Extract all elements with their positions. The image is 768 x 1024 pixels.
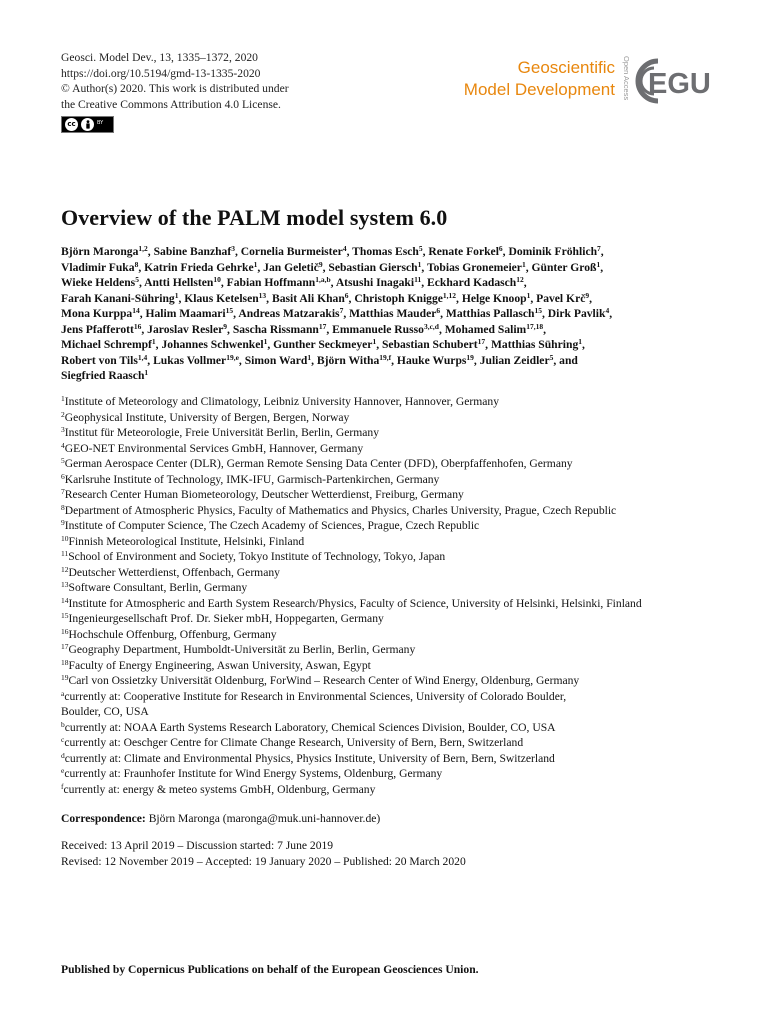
affiliation-text: Ingenieurgesellschaft Prof. Dr. Sieker mbH, Hoppegarten, Germany	[68, 612, 384, 625]
license-line: the Creative Commons Attribution 4.0 License.	[61, 97, 281, 111]
author-affiliation-mark: 1,12	[442, 290, 457, 300]
author-affiliation-mark: 14	[132, 306, 140, 315]
author-affiliation-mark: 1,4	[137, 352, 148, 362]
affiliation-item	[61, 611, 721, 627]
author-affiliation-mark: 19,e	[226, 352, 239, 362]
author-name: Simon Ward	[244, 353, 308, 367]
affiliation-number: 9	[61, 518, 65, 527]
author-affiliation-mark: 19	[466, 352, 474, 362]
affiliation-number: 19	[61, 673, 69, 682]
cc-by-license-badge[interactable]	[61, 116, 114, 133]
affiliation-text: Institute of Computer Science, The Czech Academy of Sciences, Prague, Czech Republic	[64, 519, 480, 532]
author-name: Eckhard Kadasch	[427, 276, 517, 289]
affiliation-item	[61, 766, 721, 782]
affiliation-text: Hochschule Offenburg, Offenburg, Germany	[68, 627, 277, 641]
author-affiliation-mark: 7	[339, 306, 344, 315]
affiliation-text: Institut für Meteorologie, Freie Universität Berlin, Berlin, Germany	[64, 426, 379, 439]
author-affiliation-mark: 5	[549, 352, 554, 362]
author-name: Wieke Heldens	[61, 276, 136, 289]
citation-line: Geosci. Model Dev., 13, 1335–1372, 2020	[61, 51, 258, 64]
affiliation-text: Deutscher Wetterdienst, Offenbach, Germany	[68, 565, 280, 579]
author-name: Cornelia Burmeister	[240, 245, 343, 258]
affiliation-number: 10	[61, 533, 69, 543]
author-name: Klaus Ketelsen	[184, 291, 259, 305]
author-affiliation-mark: 17	[477, 337, 486, 346]
author-name: Björn Witha	[316, 353, 380, 367]
author-name: Sabine Banzhaf	[153, 245, 232, 258]
author-affiliation-mark: 1	[526, 290, 531, 300]
author-name: Katrin Frieda Gehrke	[144, 260, 254, 274]
author-affiliation-mark: 17,18	[526, 321, 544, 331]
author-affiliation-mark: 1	[144, 368, 149, 377]
affiliation-item	[61, 704, 721, 720]
author-affiliation-mark: 1	[596, 259, 601, 269]
affiliation-text: GEO-NET Environmental Services GmbH, Hannover, Germany	[64, 441, 364, 455]
author-line	[61, 368, 711, 384]
affiliation-number: a	[61, 688, 65, 698]
author-affiliation-mark: 1	[372, 337, 377, 346]
author-affiliation-mark: 15	[225, 306, 234, 315]
author-affiliation-mark: 10	[213, 275, 221, 284]
affiliation-number: 13	[61, 580, 69, 589]
doi-link[interactable]: https://doi.org/10.5194/gmd-13-1335-2020	[61, 66, 261, 80]
affiliation-item	[61, 394, 721, 410]
author-affiliation-mark: 1	[151, 337, 156, 346]
author-name: Antti Hellsten	[144, 276, 214, 289]
author-name: Lukas Vollmer	[153, 353, 227, 367]
affiliation-item	[61, 441, 721, 457]
author-name: Gunther Seckmeyer	[273, 338, 373, 351]
author-affiliation-mark: 9	[223, 321, 228, 331]
affiliation-number: 7	[61, 487, 65, 496]
affiliation-text: Research Center Human Biometeorology, Deutscher Wetterdienst, Freiburg, Germany	[64, 488, 464, 501]
author-affiliation-mark: 15	[534, 306, 542, 315]
affiliation-text: German Aerospace Center (DLR), German Remote Sensing Data Center (DFD), Oberpfaffenhofen, Germany	[64, 457, 573, 470]
affiliation-number: 6	[61, 471, 65, 481]
affiliation-number: 8	[61, 502, 65, 512]
affiliation-item	[61, 410, 721, 426]
affiliation-text: Faculty of Energy Engineering, Aswan University, Aswan, Egypt	[68, 658, 371, 672]
author-name: Renate Forkel	[428, 245, 499, 258]
author-affiliation-mark: 4	[342, 244, 347, 253]
affiliation-item	[61, 518, 721, 534]
author-name: Fabian Hoffmann	[226, 276, 316, 289]
correspondence-text[interactable]: Björn Maronga (maronga@muk.uni-hannover.de)	[148, 812, 381, 825]
affiliation-item	[61, 720, 721, 736]
author-name: Sebastian Schubert	[381, 338, 478, 351]
author-name: Johannes Schwenkel	[161, 338, 264, 351]
affiliation-item	[61, 751, 721, 767]
affiliation-item	[61, 782, 721, 798]
affiliation-item	[61, 487, 721, 503]
author-name: Jan Geletič	[263, 260, 319, 274]
author-name: Dominik Fröhlich	[508, 245, 598, 258]
author-name: Halim Maamari	[145, 307, 226, 320]
author-affiliation-mark: 1	[174, 290, 179, 300]
author-name: Thomas Esch	[352, 245, 419, 258]
affiliation-number: b	[61, 719, 65, 729]
author-name: Björn Maronga	[61, 245, 139, 258]
affiliation-list	[61, 394, 721, 797]
affiliation-text: currently at: Fraunhofer Institute for Wind Energy Systems, Oldenburg, Germany	[64, 767, 443, 780]
affiliation-item	[61, 456, 721, 472]
affiliation-item	[61, 627, 721, 643]
affiliation-number: 15	[61, 611, 69, 620]
author-affiliation-mark: 1	[521, 259, 526, 269]
author-affiliation-mark: 6	[498, 244, 503, 253]
affiliation-item	[61, 565, 721, 581]
author-affiliation-mark: 9	[318, 259, 323, 269]
affiliation-number: 4	[61, 440, 65, 450]
egu-logo-text: EGU	[648, 68, 711, 100]
author-affiliation-mark: 12	[516, 275, 524, 284]
author-affiliation-mark: 8	[134, 259, 139, 269]
affiliation-text: School of Environment and Society, Tokyo Institute of Technology, Tokyo, Japan	[68, 550, 446, 563]
journal-name-line2: Model Development	[463, 80, 615, 99]
author-name: Andreas Matzarakis	[238, 307, 340, 320]
author-affiliation-mark: 4	[605, 306, 610, 315]
affiliation-item	[61, 534, 721, 550]
affiliation-number: 17	[61, 642, 69, 651]
author-name: Matthias Sühring	[490, 338, 579, 351]
publisher-footer: Published by Copernicus Publications on behalf of the European Geosciences Union.	[61, 963, 479, 976]
correspondence-label: Correspondence:	[61, 812, 146, 825]
author-name: Dirk Pavlik	[547, 307, 606, 320]
author-name: Pavel Krč	[536, 291, 586, 305]
affiliation-number: 2	[61, 409, 65, 419]
affiliation-text: currently at: energy & meteo systems GmbH, Oldenburg, Germany	[63, 782, 376, 796]
affiliation-text: currently at: NOAA Earth Systems Research Laboratory, Chemical Sciences Division, Boulder, CO, USA	[64, 720, 556, 734]
affiliation-number: 16	[61, 626, 69, 636]
author-name: Tobias Gronemeier	[426, 260, 522, 274]
dates-line1: Received: 13 April 2019 – Discussion started: 7 June 2019	[61, 839, 334, 852]
affiliation-item	[61, 689, 721, 705]
citation-block	[61, 50, 289, 133]
affiliation-text: Carl von Ossietzky Universität Oldenburg, ForWind – Research Center of Wind Energy, Oldenburg, Germany	[68, 674, 580, 687]
author-list	[61, 244, 711, 384]
author-name: Hauke Wurps	[396, 353, 467, 367]
author-name: Matthias Mauder	[349, 307, 437, 320]
journal-name-line1: Geoscientific	[517, 58, 615, 77]
publication-dates	[61, 838, 466, 869]
affiliation-text: Institute for Atmospheric and Earth System Research/Physics, Faculty of Science, University of Helsinki, Helsinki, Finland	[68, 596, 642, 610]
author-line: Wieke Heldens$^5$, Antti Hellsten$^{10}$, Fabian Hoffmann$^{1,a,b}$, Atsushi Inagaki$^{11}$, Eckhard Kadasch$^{12}$,	[61, 275, 527, 289]
affiliation-item	[61, 658, 721, 674]
author-affiliation-mark: 13	[258, 290, 267, 300]
affiliation-item	[61, 425, 721, 441]
author-line: Robert von Tils$^{1,4}$, Lukas Vollmer$^{19,e}$, Simon Ward$^1$, Björn Witha$^{19,f}$, Hauke Wurps$^{19}$, Julian Zeidler$^5$, and	[61, 352, 578, 367]
author-name: Emmanuele Russo	[332, 322, 424, 336]
author-name: Matthias Pallasch	[445, 307, 535, 320]
author-affiliation-mark: 1,a,b	[315, 275, 331, 284]
affiliation-number: 5	[61, 456, 65, 465]
affiliation-number: 14	[61, 595, 69, 605]
affiliation-item	[61, 549, 721, 565]
author-affiliation-mark: 5	[135, 275, 139, 284]
author-line: Michael Schrempf$^1$, Johannes Schwenkel$^1$, Gunther Seckmeyer$^1$, Sebastian Schubert$^{17}$, Matthias Sühring$^1$,	[61, 337, 585, 351]
affiliation-number: d	[61, 750, 65, 760]
affiliation-text: Boulder, CO, USA	[61, 705, 149, 718]
author-affiliation-mark: 7	[597, 244, 601, 253]
journal-name	[464, 57, 615, 101]
affiliation-number: 3	[61, 425, 65, 434]
author-name: Mona Kurppa	[61, 307, 133, 320]
author-name: Basit Ali Khan	[271, 291, 345, 305]
affiliation-item	[61, 673, 721, 689]
paper-title: Overview of the PALM model system 6.0	[61, 205, 448, 230]
correspondence	[61, 811, 380, 827]
affiliation-number: c	[61, 735, 65, 744]
author-line: Mona Kurppa$^{14}$, Halim Maamari$^{15}$, Andreas Matzarakis$^7$, Matthias Mauder$^6$, Matthias Pallasch$^{15}$, Dirk Pavlik$^4$,	[61, 306, 613, 320]
author-name: Helge Knoop	[461, 291, 527, 305]
author-line: Jens Pfafferott$^{16}$, Jaroslav Resler$^9$, Sascha Rissmann$^{17}$, Emmanuele Russo$^{3,c,d}$, Mohamed Salim$^{17,18}$,	[61, 321, 546, 336]
author-name: Vladimir Fuka	[61, 260, 135, 274]
author-affiliation-mark: 19,f	[379, 352, 392, 362]
egu-logo	[632, 53, 712, 109]
author-line: Björn Maronga$^{1,2}$, Sabine Banzhaf$^3$, Cornelia Burmeister$^4$, Thomas Esch$^5$, Renate Forkel$^6$, Dominik Fröhlich$^7$,	[61, 244, 604, 258]
cc-icon: cc	[65, 118, 78, 131]
affiliation-item	[61, 735, 721, 751]
affiliation-text: Geography Department, Humboldt-Universität zu Berlin, Berlin, Germany	[68, 643, 416, 656]
author-name: Farah Kanani-Sühring	[61, 291, 175, 305]
person-icon	[81, 118, 94, 131]
affiliation-number: f	[61, 781, 64, 791]
author-name: Michael Schrempf	[61, 338, 152, 351]
author-name: Jens Pfafferott	[61, 322, 134, 336]
author-name: Mohamed Salim	[444, 322, 527, 336]
author-affiliation-mark: 11	[414, 275, 422, 284]
author-name: Atsushi Inagaki	[335, 276, 415, 289]
affiliation-text: currently at: Oeschger Centre for Climate Change Research, University of Bern, Bern, Switzerland	[64, 736, 524, 749]
author-affiliation-mark: 9	[585, 290, 590, 300]
author-affiliation-mark: 5	[418, 244, 423, 253]
author-name: Robert von Tils	[61, 353, 138, 367]
affiliation-item	[61, 580, 721, 596]
affiliation-text: Institute of Meteorology and Climatology, Leibniz University Hannover, Hannover, Germany	[64, 395, 500, 408]
author-name: Jaroslav Resler	[147, 322, 224, 336]
dates-line2: Revised: 12 November 2019 – Accepted: 19 January 2020 – Published: 20 March 2020	[61, 854, 466, 868]
by-label: BY	[97, 119, 104, 126]
author-name: Sebastian Giersch	[328, 260, 418, 274]
affiliation-number: 11	[61, 549, 69, 558]
author-affiliation-mark: 3,c,d	[423, 321, 439, 331]
author-line: Farah Kanani-Sühring$^1$, Klaus Ketelsen$^{13}$, Basit Ali Khan$^6$, Christoph Knigge$^{1,12}$, Helge Knoop$^1$, Pavel Krč$^9$,	[61, 290, 593, 305]
author-name: Siegfried Raasch	[61, 369, 145, 382]
copyright-line: © Author(s) 2020. This work is distributed under	[61, 82, 289, 95]
affiliation-number: 18	[61, 657, 69, 667]
author-affiliation-mark: 17	[318, 321, 327, 331]
author-affiliation-mark: 1	[417, 259, 422, 269]
author-line: Vladimir Fuka$^8$, Katrin Frieda Gehrke$^1$, Jan Geletič$^9$, Sebastian Giersch$^1$, Tobias Gronemeier$^1$, Günter Groß$^1$,	[61, 259, 604, 274]
author-affiliation-mark: 3	[231, 244, 235, 253]
author-name: Julian Zeidler	[479, 353, 550, 367]
author-name: Christoph Knigge	[354, 291, 443, 305]
author-affiliation-mark: 16	[133, 321, 142, 331]
affiliation-text: Department of Atmospheric Physics, Faculty of Mathematics and Physics, Charles University, Prague, Czech Republic	[64, 503, 617, 517]
affiliation-item	[61, 642, 721, 658]
affiliation-number: 1	[61, 394, 65, 403]
affiliation-item	[61, 503, 721, 519]
author-affiliation-mark: 6	[344, 290, 349, 300]
author-affiliation-mark: 1	[253, 259, 258, 269]
author-name: Günter Groß	[531, 260, 597, 274]
author-affiliation-mark: 1	[307, 352, 312, 362]
affiliation-number: e	[61, 766, 65, 775]
affiliation-text: Software Consultant, Berlin, Germany	[68, 581, 248, 594]
open-access-label: Open Access	[622, 55, 631, 101]
author-name: Sascha Rissmann	[232, 322, 319, 336]
affiliation-text: Finnish Meteorological Institute, Helsinki, Finland	[68, 534, 305, 548]
affiliation-item	[61, 596, 721, 612]
affiliation-item	[61, 472, 721, 488]
author-affiliation-mark: 1,2	[138, 244, 148, 253]
affiliation-text: Karlsruhe Institute of Technology, IMK-IFU, Garmisch-Partenkirchen, Germany	[64, 472, 440, 486]
author-affiliation-mark: 1	[578, 337, 582, 346]
affiliation-text: Geophysical Institute, University of Bergen, Bergen, Norway	[64, 410, 350, 424]
affiliation-text: currently at: Cooperative Institute for Research in Environmental Sciences, University of Colorado Boulder,	[64, 689, 567, 703]
affiliation-text: currently at: Climate and Environmental Physics, Physics Institute, University of Bern, Bern, Switzerland	[64, 751, 555, 765]
author-affiliation-mark: 1	[263, 337, 268, 346]
affiliation-number: 12	[61, 564, 69, 574]
author-affiliation-mark: 6	[436, 306, 441, 315]
